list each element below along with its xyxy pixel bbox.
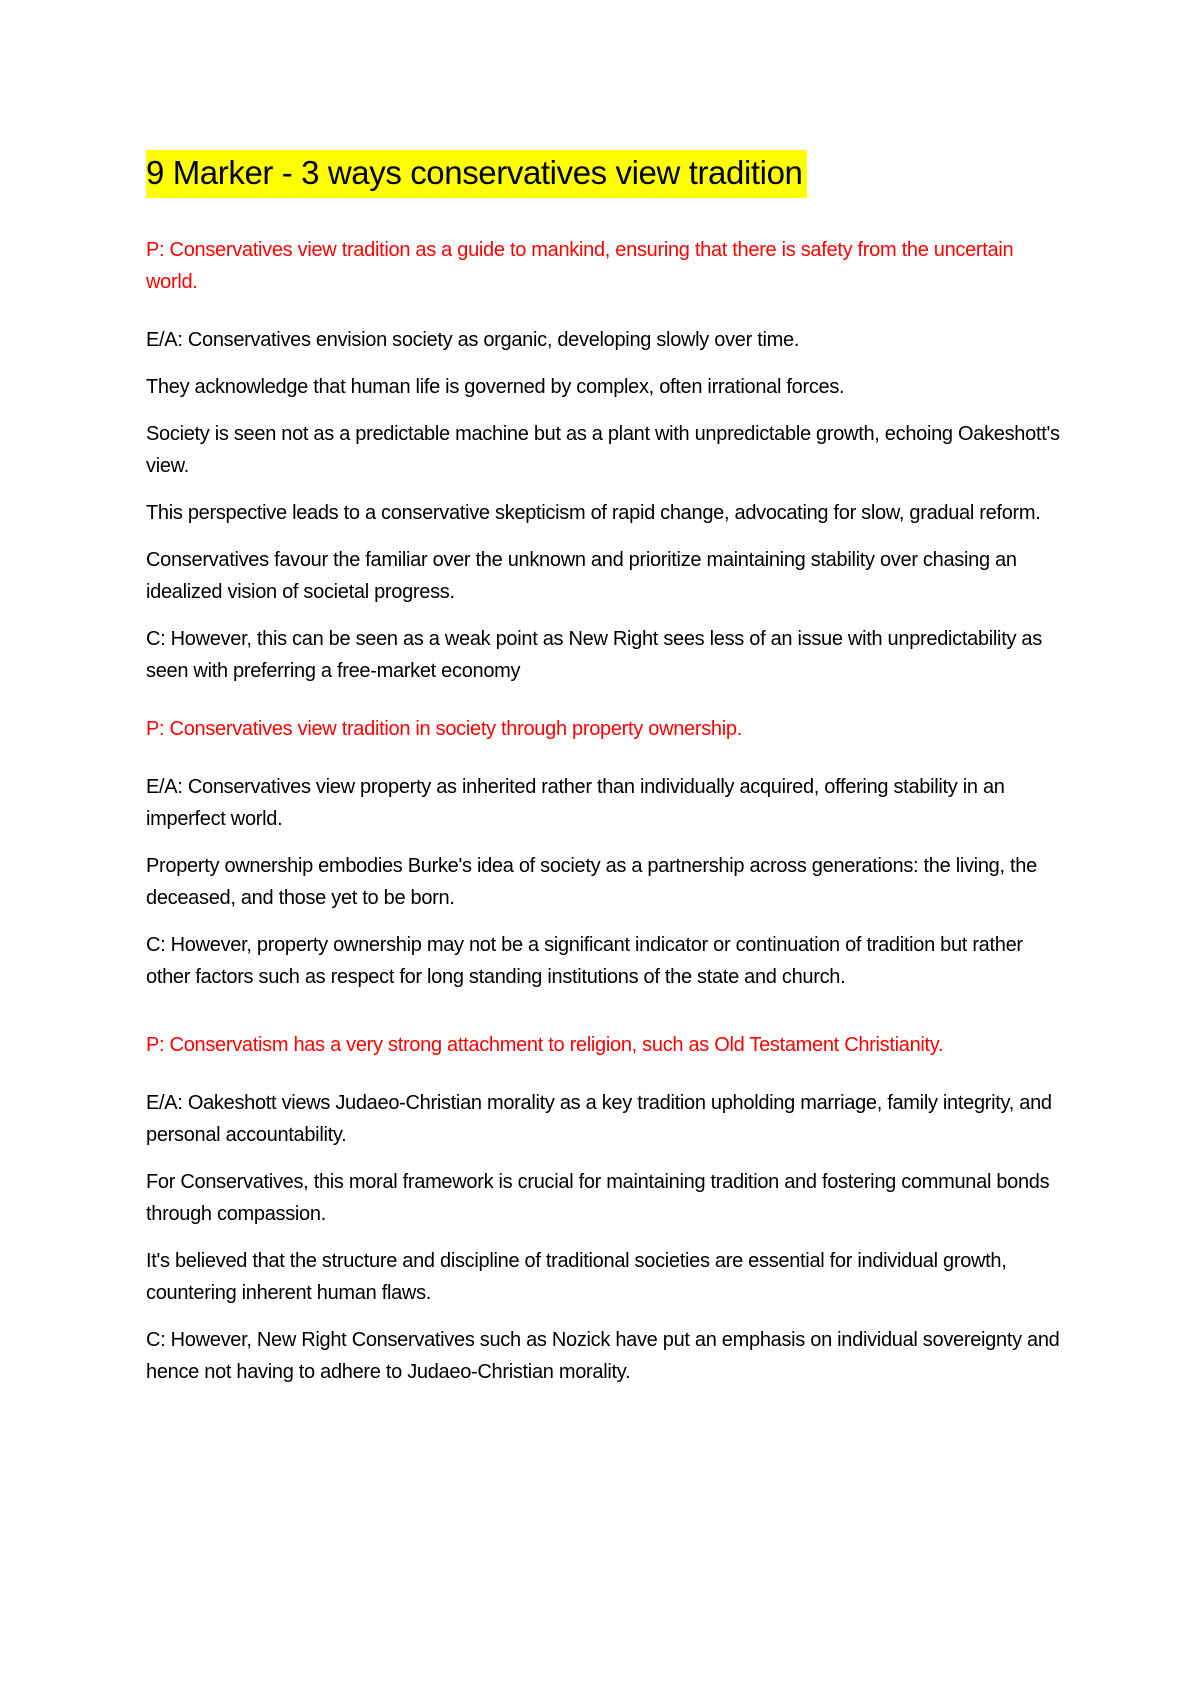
section-3 <box>146 1029 1066 1388</box>
document-body <box>146 150 1066 1403</box>
section-paragraph: This perspective leads to a conservative skepticism of rapid change, advocating for slow, gradual reform. <box>146 502 1041 524</box>
section-paragraph: For Conservatives, this moral framework is crucial for maintaining tradition and fostering communal bonds through compassion. <box>146 1171 1050 1225</box>
section-paragraph: E/A: Conservatives envision society as organic, developing slowly over time. <box>146 329 800 351</box>
section-paragraph: Conservatives favour the familiar over the unknown and prioritize maintaining stability over chasing an idealized vision of societal progress. <box>146 549 1017 603</box>
section-paragraph: They acknowledge that human life is governed by complex, often irrational forces. <box>146 376 845 398</box>
section-2 <box>146 713 1066 993</box>
section-paragraph: Property ownership embodies Burke's idea of society as a partnership across generations: the living, the deceased, and those yet to be born. <box>146 855 1037 909</box>
section-paragraph: E/A: Conservatives view property as inherited rather than individually acquired, offering stability in an imperfect world. <box>146 776 1005 830</box>
section-paragraph: Society is seen not as a predictable machine but as a plant with unpredictable growth, echoing Oakeshott's view. <box>146 423 1060 477</box>
section-counterpoint: C: However, property ownership may not be a significant indicator or continuation of tradition but rather other factors such as respect for long standing institutions of the state and church. <box>146 934 1023 988</box>
section-point: P: Conservatism has a very strong attachment to religion, such as Old Testament Christianity. <box>146 1034 944 1056</box>
section-paragraph: E/A: Oakeshott views Judaeo-Christian morality as a key tradition upholding marriage, family integrity, and personal accountability. <box>146 1092 1052 1146</box>
section-counterpoint: C: However, New Right Conservatives such as Nozick have put an emphasis on individual sovereignty and hence not having to adhere to Judaeo-Christian morality. <box>146 1329 1060 1383</box>
section-counterpoint: C: However, this can be seen as a weak point as New Right sees less of an issue with unpredictability as seen with preferring a free-market economy <box>146 628 1042 682</box>
section-1 <box>146 234 1066 687</box>
section-point: P: Conservatives view tradition in society through property ownership. <box>146 718 742 740</box>
section-point: P: Conservatives view tradition as a guide to mankind, ensuring that there is safety from the uncertain world. <box>146 239 1014 293</box>
section-paragraph: It's believed that the structure and discipline of traditional societies are essential for individual growth, countering inherent human flaws. <box>146 1250 1007 1304</box>
document-title: 9 Marker - 3 ways conservatives view tradition <box>146 150 807 198</box>
